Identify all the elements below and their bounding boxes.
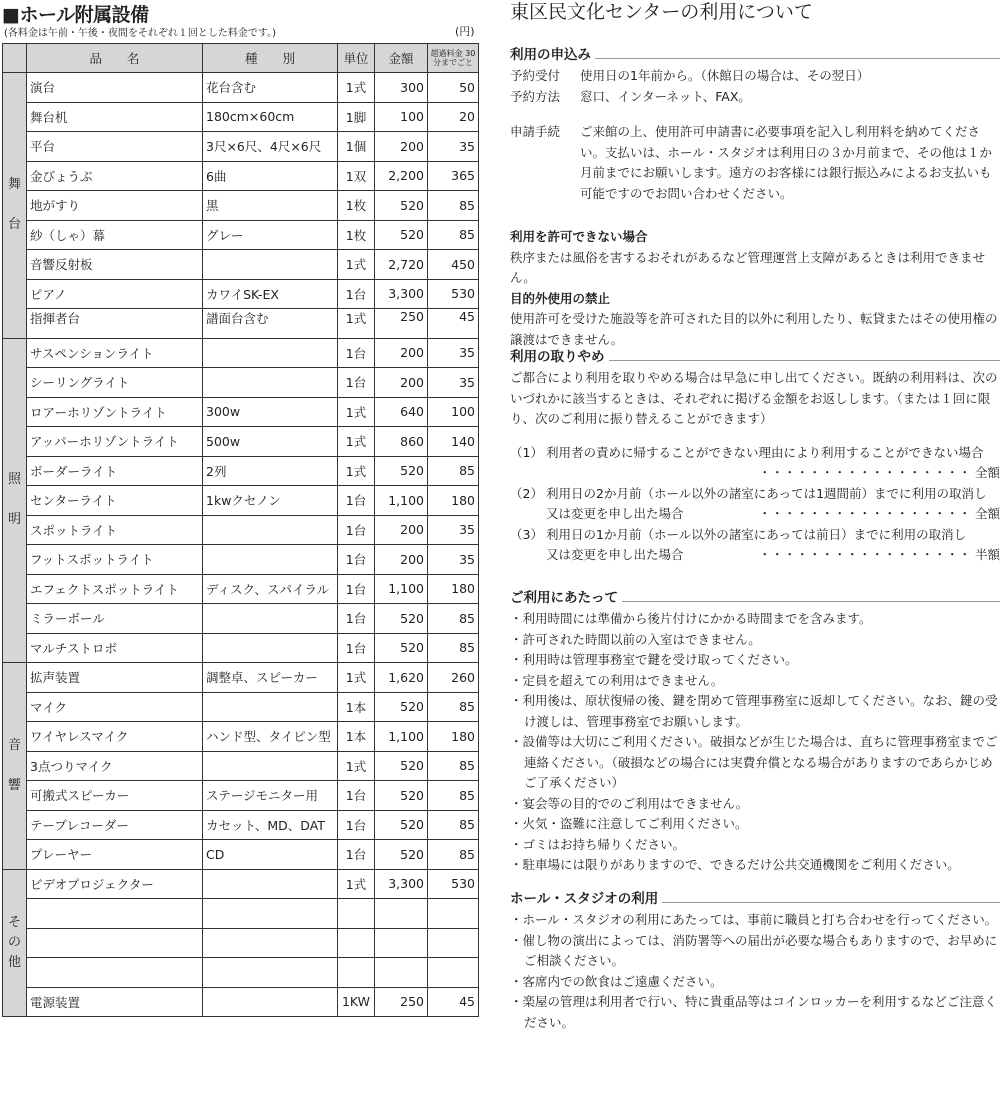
item-type: 2列: [203, 456, 338, 486]
cancel-item: [510, 443, 1000, 484]
refund-amount: 半額: [974, 547, 1000, 562]
item-unit: 1台: [338, 486, 375, 516]
item-unit: 1式: [338, 751, 375, 781]
item-unit: 1台: [338, 368, 375, 398]
table-row: [3, 73, 479, 103]
table-row: [3, 191, 479, 221]
cancel-text: 利用日の2か月前（ホール以外の諸室にあっては1週間前）までに利用の取消し: [546, 485, 987, 501]
bullet-item: ・ホール・スタジオの利用にあたっては、事前に職員と打ち合わせを行ってください。: [510, 912, 998, 927]
item-price: 200: [375, 515, 428, 545]
item-type: 6曲: [203, 161, 338, 191]
item-price: 200: [375, 368, 428, 398]
item-unit: [338, 958, 375, 988]
item-type: [203, 987, 338, 1017]
item-type: [203, 633, 338, 663]
header-extra: 超過料金 30分までごと: [428, 44, 479, 73]
item-price: 300: [375, 73, 428, 103]
item-extra: 85: [428, 692, 479, 722]
item-extra: 180: [428, 574, 479, 604]
table-row: [3, 810, 479, 840]
item-extra: 140: [428, 427, 479, 457]
item-price: 200: [375, 545, 428, 575]
item-unit: 1個: [338, 132, 375, 162]
cancel-text: 利用日の1か月前（ホール以外の諸室にあっては前日）までに利用の取消し: [546, 526, 967, 542]
table-row: [3, 899, 479, 929]
item-unit: 1枚: [338, 220, 375, 250]
header-name: 品 名: [27, 44, 203, 73]
item-extra: 35: [428, 545, 479, 575]
bullet-item: ・火気・盗難に注意してご利用ください。: [510, 816, 748, 831]
bullet-item: ・催し物の演出によっては、消防署等への届出が必要な場合もありますので、お早めにご相談ください。: [510, 932, 998, 968]
item-price: 520: [375, 191, 428, 221]
item-extra: 85: [428, 633, 479, 663]
item-type: 花台含む: [203, 73, 338, 103]
item-extra: 85: [428, 751, 479, 781]
apply-heading: 利用の申込み: [510, 45, 1000, 66]
item-unit: 1台: [338, 840, 375, 870]
item-type: [203, 958, 338, 988]
notes-list: [510, 609, 1000, 876]
cancel-section: [510, 347, 1000, 566]
item-unit: 1式: [338, 456, 375, 486]
item-name: 地がすり: [27, 191, 203, 221]
item-unit: 1台: [338, 810, 375, 840]
purpose-text: 使用許可を受けた施設等を許可された目的以外に利用したり、転貸またはその使用権の譲渡はできません。: [510, 311, 998, 347]
item-extra: 35: [428, 515, 479, 545]
item-extra: 45: [428, 309, 479, 339]
item-price: 520: [375, 751, 428, 781]
item-name: マイク: [27, 692, 203, 722]
bullet-item: ・ゴミはお持ち帰りください。: [510, 836, 686, 852]
item-name: マルチストロボ: [27, 633, 203, 663]
hall-section: [510, 889, 1000, 1033]
item-price: 520: [375, 604, 428, 634]
item-extra: 260: [428, 663, 479, 693]
hall-heading: ホール・スタジオの利用: [510, 889, 1000, 910]
item-unit: 1枚: [338, 191, 375, 221]
item-price: 1,100: [375, 722, 428, 752]
item-extra: [428, 899, 479, 929]
item-type: 黒: [203, 191, 338, 221]
cancel-number: （1）: [510, 444, 543, 460]
header-price: 金額: [375, 44, 428, 73]
header-type: 種 別: [203, 44, 338, 73]
item-name: スポットライト: [27, 515, 203, 545]
table-row: [3, 279, 479, 309]
table-row: [3, 574, 479, 604]
item-name: 3点つりマイク: [27, 751, 203, 781]
table-header: [3, 44, 479, 73]
item-price: 520: [375, 781, 428, 811]
item-extra: 85: [428, 456, 479, 486]
item-extra: 85: [428, 810, 479, 840]
item-unit: 1台: [338, 338, 375, 368]
item-name: フットスポットライト: [27, 545, 203, 575]
table-row: [3, 781, 479, 811]
item-type: ディスク、スパイラル: [203, 574, 338, 604]
refund-amount: 全額: [974, 465, 1000, 480]
item-price: 520: [375, 456, 428, 486]
table-row: [3, 368, 479, 398]
item-price: [375, 928, 428, 958]
cancel-tail: 又は変更を申し出た場合: [546, 547, 684, 562]
item-extra: 450: [428, 250, 479, 280]
dot-leader: ・・・・・・・・・・・・・・・・・ 半額: [758, 547, 1000, 562]
bullet-item: ・設備等は大切にご利用ください。破損などが生じた場合は、直ちに管理事務室までご連絡ください。（破損などの場合には実費弁償となる場合がありますのであらかじめご了承ください）: [510, 734, 998, 790]
item-extra: 45: [428, 987, 479, 1017]
table-row: [3, 840, 479, 870]
item-unit: 1台: [338, 279, 375, 309]
item-unit: [338, 899, 375, 929]
table-row: [3, 987, 479, 1017]
item-unit: 1KW: [338, 987, 375, 1017]
item-extra: 35: [428, 368, 479, 398]
item-name: [27, 899, 203, 929]
section-label: 舞 台: [3, 73, 27, 339]
item-type: CD: [203, 840, 338, 870]
item-extra: [428, 958, 479, 988]
equipment-table: [2, 43, 479, 1017]
item-type: [203, 515, 338, 545]
item-unit: 1台: [338, 545, 375, 575]
item-name: エフェクトスポットライト: [27, 574, 203, 604]
bullet-item: ・定員を超えての利用はできません。: [510, 672, 724, 688]
item-name: 指揮者台: [27, 309, 203, 339]
table-row: [3, 486, 479, 516]
section-label: 音 響: [3, 663, 27, 870]
deny-section: [510, 227, 1000, 350]
deny-text: 秩序または風俗を害するおそれがあるなど管理運営上支障があるときは利用できません。: [510, 249, 986, 285]
item-price: 520: [375, 840, 428, 870]
table-row: [3, 545, 479, 575]
table-row: [3, 161, 479, 191]
item-name: ミラーボール: [27, 604, 203, 634]
usage-title: 東区民文化センターの利用について: [510, 1, 813, 23]
table-row: [3, 456, 479, 486]
item-extra: 85: [428, 191, 479, 221]
item-type: [203, 869, 338, 899]
item-extra: 365: [428, 161, 479, 191]
cancel-heading: 利用の取りやめ: [510, 347, 1000, 368]
currency-unit: (円): [455, 25, 475, 38]
item-name: センターライト: [27, 486, 203, 516]
item-unit: 1双: [338, 161, 375, 191]
item-extra: 85: [428, 781, 479, 811]
apply-row: 申請手続 ご来館の上、使用許可申請書に必要事項を記入し利用料を納めてください。支払いは、ホール・スタジオは利用日の３か月前まで、その他は１か月前までにお願いします。遠方のお客様には銀行振込みによるお支払いも可能ですのでお問い合わせください。: [510, 124, 993, 201]
item-unit: 1台: [338, 604, 375, 634]
item-price: 2,200: [375, 161, 428, 191]
item-type: 調整卓、スピーカー: [203, 663, 338, 693]
item-unit: 1式: [338, 869, 375, 899]
table-row: [3, 692, 479, 722]
item-price: 200: [375, 132, 428, 162]
item-name: [27, 928, 203, 958]
bullet-item: ・客席内での飲食はご遠慮ください。: [510, 973, 723, 989]
table-row: [3, 663, 479, 693]
item-name: テープレコーダー: [27, 810, 203, 840]
item-type: [203, 545, 338, 575]
item-unit: 1式: [338, 663, 375, 693]
equipment-title: ■ホール附属設備: [2, 4, 149, 26]
item-type: [203, 751, 338, 781]
item-type: 譜面台含む: [203, 309, 338, 339]
item-name: 金びょうぶ: [27, 161, 203, 191]
table-row: [3, 958, 479, 988]
item-price: 250: [375, 987, 428, 1017]
item-type: 180cm×60cm: [203, 102, 338, 132]
item-extra: 180: [428, 486, 479, 516]
item-unit: 1式: [338, 73, 375, 103]
item-name: プレーヤー: [27, 840, 203, 870]
item-unit: 1式: [338, 397, 375, 427]
notes-section: [510, 588, 1000, 876]
apply-row: 予約方法 窓口、インターネット、FAX。: [510, 88, 751, 104]
item-name: ビデオプロジェクター: [27, 869, 203, 899]
item-unit: 1本: [338, 692, 375, 722]
item-type: [203, 368, 338, 398]
bullet-item: ・楽屋の管理は利用者で行い、特に貴重品等はコインロッカーを利用するなどご注意ください。: [510, 994, 997, 1030]
item-unit: 1台: [338, 781, 375, 811]
section-label: そ の 他: [3, 869, 27, 1017]
bullet-item: ・利用後は、原状復帰の後、鍵を閉めて管理事務室に返却してください。なお、鍵の受け渡しは、管理事務室でお願いします。: [510, 693, 998, 729]
item-price: 2,720: [375, 250, 428, 280]
refund-amount: 全額: [974, 506, 1000, 521]
item-price: 640: [375, 397, 428, 427]
table-row: [3, 515, 479, 545]
cancel-intro: ご都合により利用を取りやめる場合は早急に申し出てください。既納の利用料は、次のいづれかに該当するときは、それぞれに掲げる金額をお返しします。（または１回に限り、次のご利用に振り替えることができます）: [510, 370, 998, 426]
item-unit: 1式: [338, 250, 375, 280]
item-name: 電源装置: [27, 987, 203, 1017]
item-type: ステージモニター用: [203, 781, 338, 811]
cancel-tail: [546, 463, 756, 484]
table-row: [3, 604, 479, 634]
item-name: 紗（しゃ）幕: [27, 220, 203, 250]
notes-heading: ご利用にあたって: [510, 588, 1000, 609]
item-price: 250: [375, 309, 428, 339]
item-extra: 85: [428, 220, 479, 250]
bullet-item: ・宴会等の目的でのご利用はできません。: [510, 795, 749, 811]
table-row: [3, 220, 479, 250]
table-row: [3, 751, 479, 781]
item-extra: 530: [428, 869, 479, 899]
item-price: [375, 958, 428, 988]
table-row: [3, 250, 479, 280]
item-extra: 85: [428, 840, 479, 870]
table-row: [3, 633, 479, 663]
equipment-note: (各料金は午前・午後・夜間をそれぞれ１回とした料金です。): [4, 28, 277, 39]
item-type: [203, 604, 338, 634]
item-price: 200: [375, 338, 428, 368]
table-body: [3, 73, 479, 1017]
item-extra: [428, 928, 479, 958]
item-extra: 100: [428, 397, 479, 427]
table-row: [3, 869, 479, 899]
item-name: ワイヤレスマイク: [27, 722, 203, 752]
item-extra: 530: [428, 279, 479, 309]
item-type: [203, 250, 338, 280]
item-extra: 35: [428, 132, 479, 162]
bullet-item: ・駐車場には限りがありますので、できるだけ公共交通機関をご利用ください。: [510, 857, 960, 872]
table-row: [3, 722, 479, 752]
item-price: [375, 899, 428, 929]
header-blank: [3, 44, 27, 73]
item-name: 音響反射板: [27, 250, 203, 280]
item-name: [27, 958, 203, 988]
item-price: 100: [375, 102, 428, 132]
hall-list: [510, 910, 1000, 1033]
item-unit: 1台: [338, 633, 375, 663]
item-name: ロアーホリゾントライト: [27, 397, 203, 427]
dot-leader: ・・・・・・・・・・・・・・・・・ 全額: [758, 506, 1000, 521]
item-extra: 85: [428, 604, 479, 634]
cancel-text: 利用者の責めに帰することができない理由により利用することができない場合: [546, 444, 984, 460]
item-type: ハンド型、タイピン型: [203, 722, 338, 752]
cancel-tail: 又は変更を申し出た場合: [546, 506, 684, 521]
item-price: 1,100: [375, 486, 428, 516]
apply-row: 予約受付 使用日の1年前から。（休館日の場合は、その翌日）: [510, 68, 870, 83]
table-row: [3, 928, 479, 958]
table-row: [3, 338, 479, 368]
cancel-number: （2）: [510, 485, 543, 501]
item-name: 演台: [27, 73, 203, 103]
item-price: 3,300: [375, 279, 428, 309]
item-unit: [338, 928, 375, 958]
bullet-item: ・許可された時間以前の入室はできません。: [510, 631, 761, 647]
table-row: [3, 427, 479, 457]
item-type: [203, 692, 338, 722]
item-type: 1kwクセノン: [203, 486, 338, 516]
item-name: アッパーホリゾントライト: [27, 427, 203, 457]
apply-section: [510, 45, 1000, 204]
table-row: [3, 102, 479, 132]
section-label: 照 明: [3, 338, 27, 663]
item-extra: 35: [428, 338, 479, 368]
item-unit: 1本: [338, 722, 375, 752]
item-unit: 1脚: [338, 102, 375, 132]
item-extra: 180: [428, 722, 479, 752]
dot-leader: ・・・・・・・・・・・・・・・・・ 全額: [758, 465, 1000, 480]
item-type: カセット、MD、DAT: [203, 810, 338, 840]
item-type: [203, 338, 338, 368]
item-price: 1,620: [375, 663, 428, 693]
cancel-item: [510, 525, 1000, 566]
item-type: グレー: [203, 220, 338, 250]
header-unit: 単位: [338, 44, 375, 73]
item-name: 可搬式スピーカー: [27, 781, 203, 811]
item-unit: 1台: [338, 515, 375, 545]
table-row: [3, 397, 479, 427]
item-name: 舞台机: [27, 102, 203, 132]
item-extra: 20: [428, 102, 479, 132]
item-price: 520: [375, 810, 428, 840]
item-price: 520: [375, 220, 428, 250]
table-row: [3, 309, 479, 339]
table-row: [3, 132, 479, 162]
item-unit: 1式: [338, 309, 375, 339]
item-name: 拡声装置: [27, 663, 203, 693]
item-type: 500w: [203, 427, 338, 457]
purpose-heading: 目的外使用の禁止: [510, 290, 611, 306]
item-type: [203, 899, 338, 929]
item-price: 3,300: [375, 869, 428, 899]
item-name: ボーダーライト: [27, 456, 203, 486]
cancel-number: （3）: [510, 526, 543, 542]
item-unit: 1台: [338, 574, 375, 604]
item-price: 520: [375, 633, 428, 663]
item-name: サスペンションライト: [27, 338, 203, 368]
item-price: 520: [375, 692, 428, 722]
bullet-item: ・利用時は管理事務室で鍵を受け取ってください。: [510, 652, 798, 667]
item-price: 860: [375, 427, 428, 457]
item-unit: 1式: [338, 427, 375, 457]
item-price: 1,100: [375, 574, 428, 604]
deny-heading: 利用を許可できない場合: [510, 229, 648, 244]
item-name: シーリングライト: [27, 368, 203, 398]
item-type: 3尺×6尺、4尺×6尺: [203, 132, 338, 162]
cancel-list: [510, 443, 1000, 566]
bullet-item: ・利用時間には準備から後片付けにかかる時間までを含みます。: [510, 611, 872, 626]
item-type: [203, 928, 338, 958]
item-name: ピアノ: [27, 279, 203, 309]
item-name: 平台: [27, 132, 203, 162]
item-extra: 50: [428, 73, 479, 103]
item-type: 300w: [203, 397, 338, 427]
cancel-item: [510, 484, 1000, 525]
item-type: カワイSK-EX: [203, 279, 338, 309]
